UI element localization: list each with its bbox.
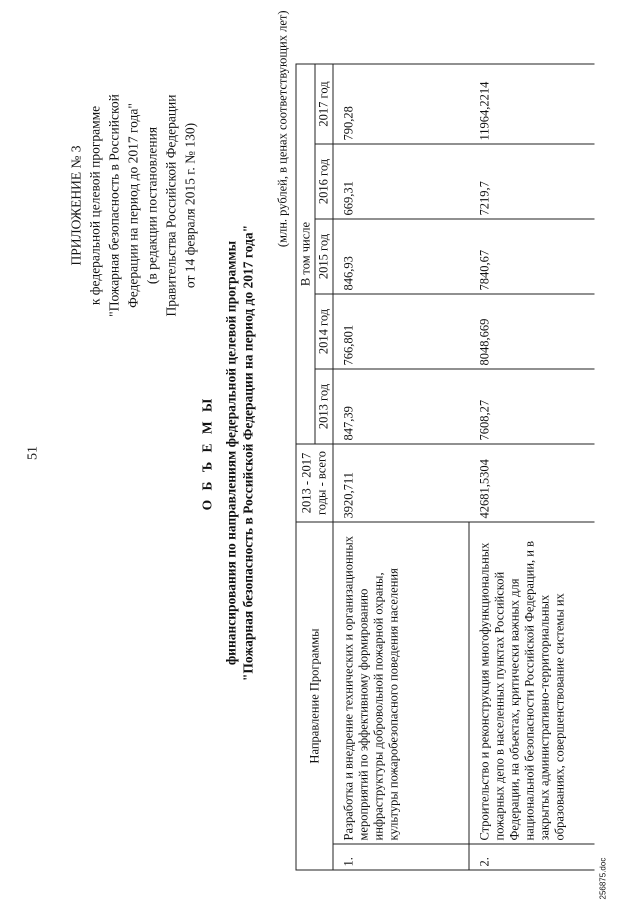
row-number: 2. xyxy=(469,844,595,870)
row-number: 1. xyxy=(333,844,469,870)
appendix-line: (в редакции постановления xyxy=(144,126,159,284)
appendix-block xyxy=(66,25,199,385)
row-value: 7219,7 xyxy=(469,144,595,219)
row-value: 11964,2214 xyxy=(469,64,595,144)
document-title xyxy=(198,0,256,905)
appendix-line: "Пожарная безопасность в Российской xyxy=(106,93,121,317)
appendix-line: к федеральной целевой программе xyxy=(87,105,102,305)
row-value: 7608,27 xyxy=(469,369,595,444)
table-row xyxy=(333,64,469,870)
row-value: 847,39 xyxy=(333,369,469,444)
row-total: 42681,5304 xyxy=(469,444,595,522)
header-total-line: годы - всего xyxy=(314,450,328,515)
row-value: 8048,669 xyxy=(469,294,595,369)
row-value: 7840,67 xyxy=(469,219,595,294)
row-value: 790,28 xyxy=(333,64,469,144)
header-year: 2013 год xyxy=(315,369,333,444)
table-header-row xyxy=(296,64,315,870)
row-direction: Строительство и реконструкция многофункциональных пожарных депо в населенных пунктах Российской Федерации, на объектах, критически важных для национальной безопасности Российской Федерации, и в закрытых административно-территориальных образованиях, совершенствование системы их xyxy=(469,522,595,844)
row-value: 766,801 xyxy=(333,294,469,369)
appendix-line: Федерации на период до 2017 года" xyxy=(125,102,140,308)
header-year: 2015 год xyxy=(315,219,333,294)
title-line: финансирования по направлениям федеральной целевой программы xyxy=(223,240,238,665)
units-note: (млн. рублей, в ценах соответствующих лет) xyxy=(275,10,289,247)
header-year: 2016 год xyxy=(315,144,333,219)
appendix-label: ПРИЛОЖЕНИЕ № 3 xyxy=(68,144,83,266)
appendix-line: Правительства Российской Федерации xyxy=(163,94,178,316)
table-row xyxy=(469,64,595,870)
footer-filename: 256875.doc xyxy=(598,857,607,899)
row-total: 3920,711 xyxy=(333,444,469,522)
title-line: "Пожарная безопасность в Российской Федерации на период до 2017 года" xyxy=(240,224,255,681)
header-including: В том числе xyxy=(296,64,315,444)
row-value: 846,93 xyxy=(333,219,469,294)
header-total xyxy=(296,444,333,522)
header-year: 2014 год xyxy=(315,294,333,369)
row-value: 669,31 xyxy=(333,144,469,219)
header-year: 2017 год xyxy=(315,64,333,144)
header-total-line: 2013 - 2017 xyxy=(299,452,313,513)
appendix-line: от 14 февраля 2015 г. № 130) xyxy=(182,122,197,288)
financing-table xyxy=(295,63,594,870)
header-direction: Направление Программы xyxy=(296,522,333,870)
title-heading: О Б Ъ Е М Ы xyxy=(199,395,214,510)
page-number: 51 xyxy=(25,445,40,460)
row-direction: Разработка и внедрение технических и организационных мероприятий по эффективному формированию инфраструктуры добровольной пожарной охраны, культуры пожаробезопасного поведения населения xyxy=(333,522,469,844)
